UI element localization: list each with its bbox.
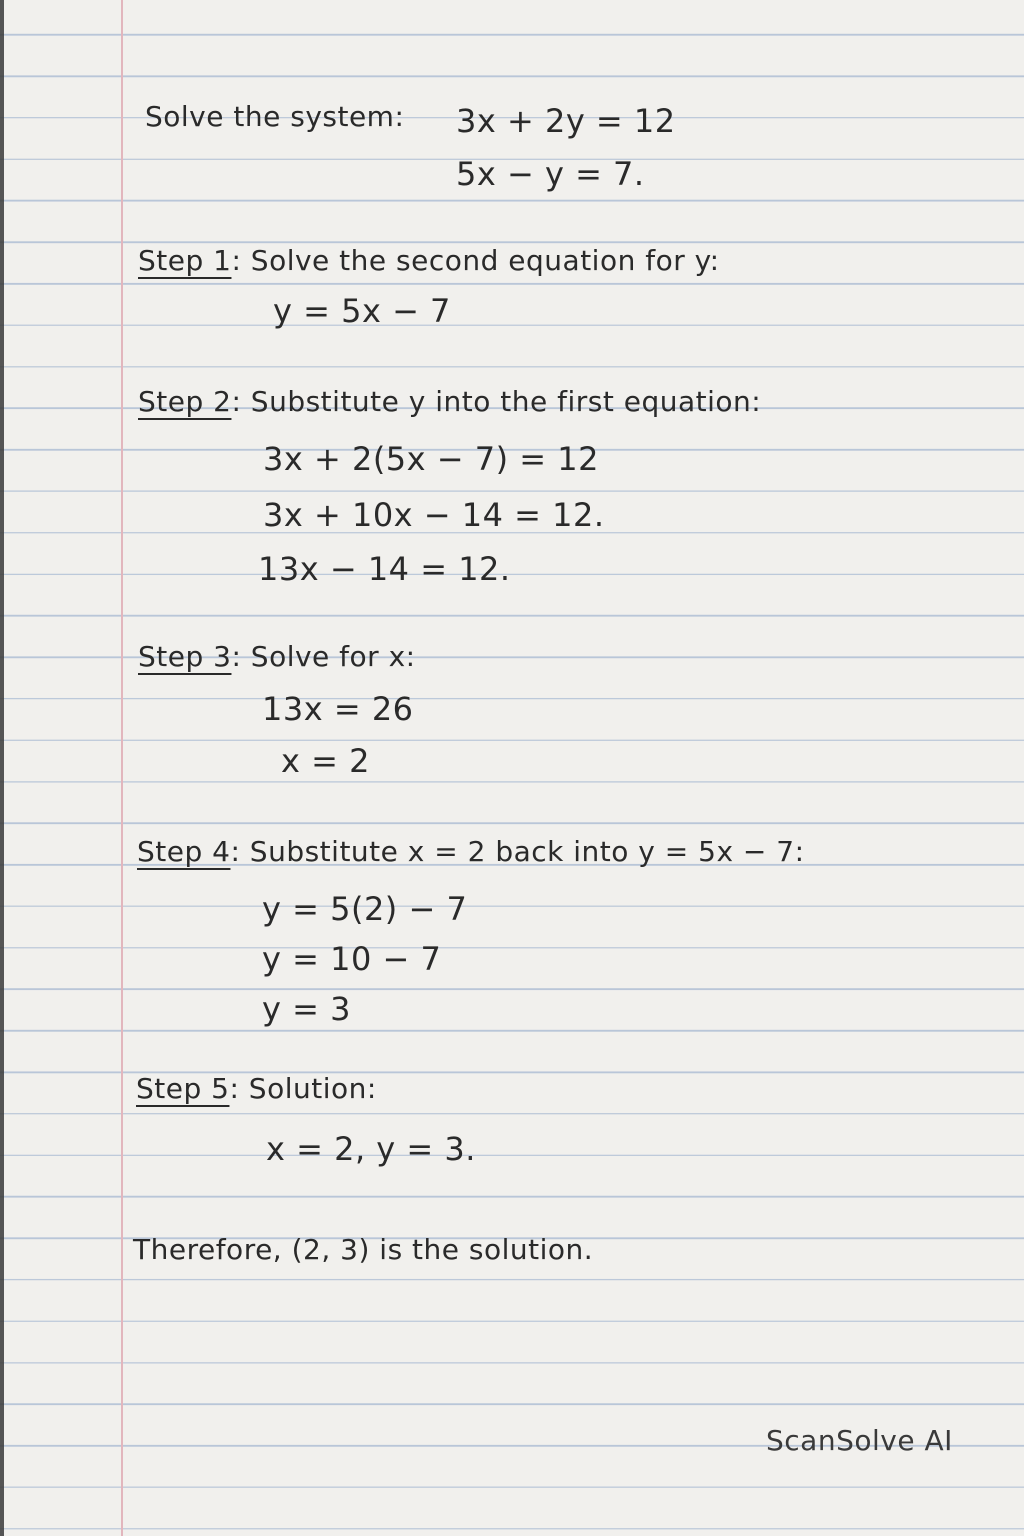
step-1-line-1: y = 5x − 7 (273, 292, 451, 330)
brand-watermark: ScanSolve AI (766, 1424, 953, 1457)
step-4-description: : Substitute x = 2 back into y = 5x − 7: (230, 835, 805, 868)
step-2-heading (138, 385, 761, 418)
step-5-description: : Solution: (229, 1072, 377, 1105)
step-1-label: Step 1 (138, 244, 232, 277)
step-4-line-3: y = 3 (262, 990, 351, 1028)
step-3-line-1: 13x = 26 (262, 690, 414, 728)
step-3-label: Step 3 (138, 640, 232, 673)
step-3-description: : Solve for x: (231, 640, 416, 673)
step-3-line-2: x = 2 (281, 742, 370, 780)
problem-equation-1: 3x + 2y = 12 (456, 102, 676, 140)
step-3-heading (138, 640, 416, 673)
step-2-description: : Substitute y into the first equation: (231, 385, 762, 418)
page-edge (0, 0, 4, 1536)
step-4-heading (137, 835, 805, 868)
conclusion-text: Therefore, (2, 3) is the solution. (133, 1233, 594, 1266)
step-2-line-3: 13x − 14 = 12. (258, 550, 511, 588)
problem-equation-2: 5x − y = 7. (456, 155, 645, 193)
step-4-line-2: y = 10 − 7 (262, 940, 442, 978)
step-4-label: Step 4 (137, 835, 231, 868)
step-2-line-1: 3x + 2(5x − 7) = 12 (263, 440, 599, 478)
step-2-line-2: 3x + 10x − 14 = 12. (263, 496, 605, 534)
step-5-line-1: x = 2, y = 3. (266, 1130, 476, 1168)
margin-line (121, 0, 123, 1536)
step-5-label: Step 5 (136, 1072, 230, 1105)
step-1-heading (138, 244, 720, 277)
step-2-label: Step 2 (138, 385, 232, 418)
step-4-line-1: y = 5(2) − 7 (262, 890, 468, 928)
problem-prompt: Solve the system: (145, 100, 405, 133)
step-1-description: : Solve the second equation for y: (231, 244, 720, 277)
step-5-heading (136, 1072, 377, 1105)
